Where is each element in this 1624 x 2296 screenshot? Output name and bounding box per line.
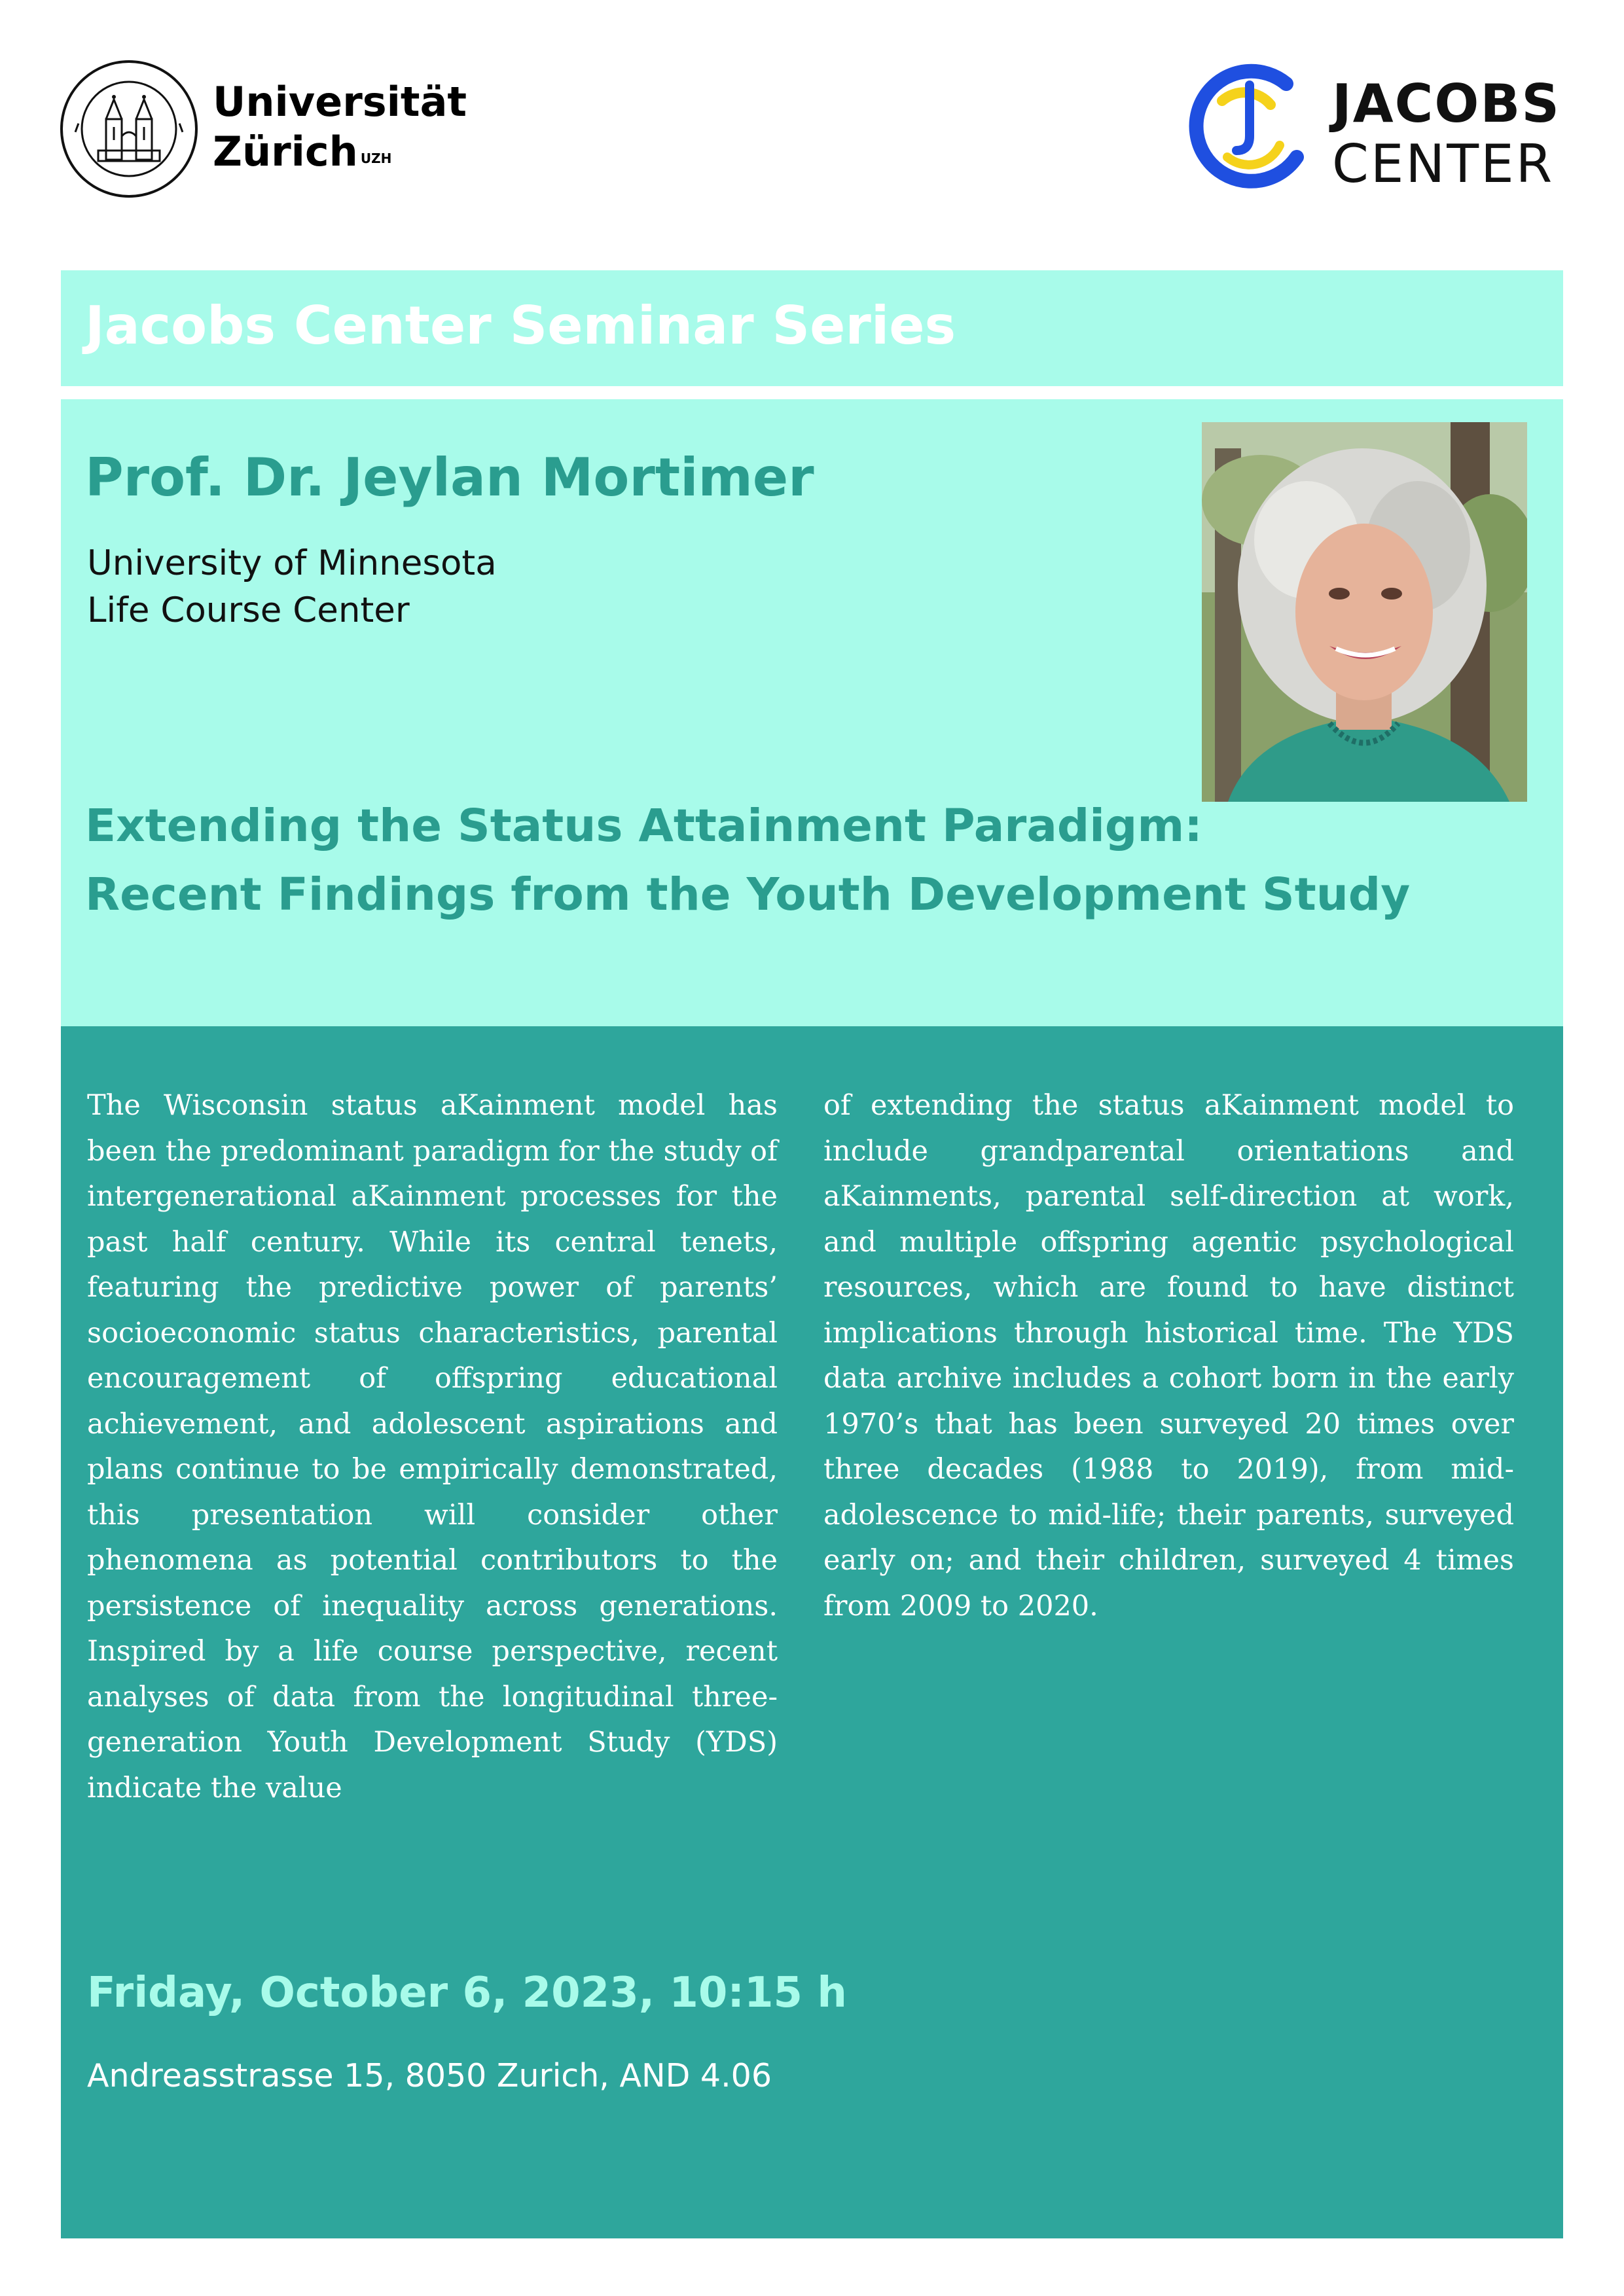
- speaker-photo: [1202, 422, 1527, 802]
- uzh-line1: Universität: [213, 78, 467, 126]
- speaker-affiliation: [87, 540, 497, 634]
- event-location: Andreasstrasse 15, 8050 Zurich, AND 4.06: [87, 2057, 772, 2094]
- affiliation-line1: University of Minnesota: [87, 543, 497, 583]
- jacobs-center-wordmark: [1332, 74, 1561, 194]
- speaker-name: Prof. Dr. Jeylan Mortimer: [85, 447, 814, 508]
- talk-title-line2: Recent Findings from the Youth Development Study: [85, 869, 1411, 921]
- affiliation-line2: Life Course Center: [87, 590, 410, 630]
- abstract-column-2: of extending the status aKainment model to include grandparental orientations and aKainments, parental self-direction at work, and multiple offspring agentic psychological resources, which are found to have distinct implications through historical time. The YDS data archive includes a cohort born in the early 1970’s that has been surveyed 20 times over three decades (1988 to 2019), from mid-adolescence to mid-life; their parents, surveyed early on; and their children, surveyed 4 times from 2009 to 2020.: [823, 1089, 1514, 1623]
- talk-title: [85, 792, 1410, 929]
- uzh-wordmark: [213, 77, 467, 177]
- jacobs-line2: CENTER: [1332, 134, 1555, 194]
- uzh-seal-logo: [59, 59, 199, 199]
- uzh-superscript: UZH: [360, 151, 392, 166]
- series-title: Jacobs Center Seminar Series: [85, 295, 956, 356]
- talk-title-line1: Extending the Status Attainment Paradigm:: [85, 800, 1202, 852]
- jacobs-center-logo-mark: [1188, 59, 1311, 190]
- jacobs-line1: JACOBS: [1332, 73, 1561, 134]
- abstract-column-1: The Wisconsin status aKainment model has been the predominant paradigm for the study of intergenerational aKainment processes for the past half century. While its central tenets, featuring the predictive power of parents’ socioeconomic status characteristics, parental encouragement of offspring educational achievement, and adolescent aspirations and plans continue to be empirically demonstrated, this presentation will consider other phenomena as potential contributors to the persistence of inequality across generations. Inspired by a life course perspective, recent analyses of data from the longitudinal three-generation Youth Development Study (YDS) indicate the value: [87, 1089, 778, 1804]
- uzh-line2: Zürich $^{UZH}$: [213, 128, 392, 175]
- event-datetime: Friday, October 6, 2023, 10:15 h: [87, 1969, 847, 2017]
